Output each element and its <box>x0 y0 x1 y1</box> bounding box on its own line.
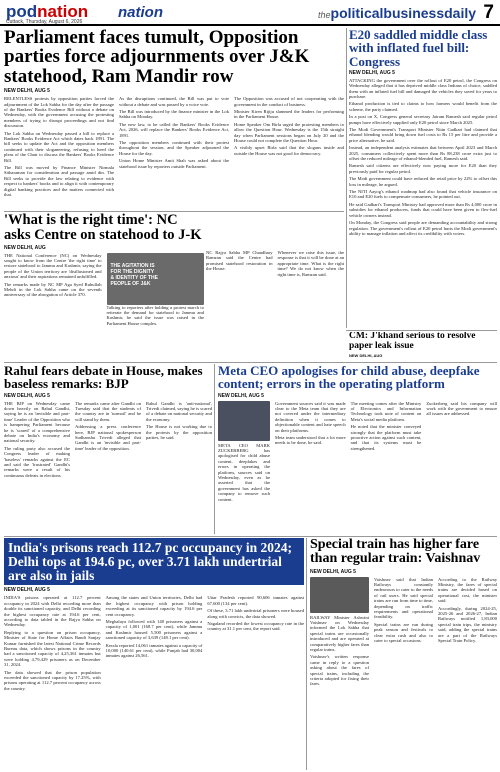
minister-photo <box>310 577 369 613</box>
protest-banner: THE AGITATION IS FOR THE DIGNITY & IDENTITY OF THE PEOPLE OF J&K <box>110 262 158 287</box>
article-column: INDIA'S prisons operated at 112.7 percent occupancy in 2024 with Delhi recording more than double its sanctioned capacity, and Delhi recording the highest occupancy rate at 194.6 per cent, according to data tabled in the Rajya Sabha on Wednesday. Replying to a question on prison occupancy, Minister of State for Home Affairs Bandi Sanjay Kumar furnished the latest National Crime Records Bureau data, which shows prisons in the country had a sanctioned capacity of 4,25,361 inmates but were holding 4,79,429 prisoners as on December 31, 2024. The data showed that the prison population exceeded the sanctioned capacity by 17.25%, with prisons operating at 112.7 percent occupancy across the country. <box>4 595 101 691</box>
article-column: Among the states and Union territories, Delhi had the highest occupancy with prison holding exceeding at its sanctioned capacity by 194.6 per cent occupancy. Meghalaya followed with 148 prisoners against a capacity of 1,001 (168.7 per cent), while Jammu and Kashmir housed 5,500 prisoners against a sanctioned capacity of 3,639 (148.1 per cent). Kerala reported 14,061 inmates against a capacity of 10,000 (140.61 per cent), while Punjab had 30,004 inmates against 26,561. <box>105 595 203 659</box>
newspaper-logo: podnation <box>6 2 89 21</box>
section-divider <box>346 330 497 331</box>
article-column: THE AGITATION IS FOR THE DIGNITY & IDENTITY OF THE PEOPLE OF J&K Talking to reporters after holding a protest march to reiterate the demand for statehood to Jammu and Kashmir, he said the issue was raised in the Parliament House complex. <box>107 253 205 361</box>
article-statehood <box>4 213 204 361</box>
article-parliament <box>4 28 344 210</box>
article-dateline: NEW DELHI, AUG 5 <box>4 88 50 95</box>
article-headline: Rahul fears debate in House, makes baseless remarks: BJP <box>4 364 203 392</box>
meta-ceo-photo <box>218 401 270 441</box>
article-meta <box>218 364 497 534</box>
article-headline: Meta CEO apologises for child abuse, deepfake content; errors in the operating platform <box>218 364 480 392</box>
article-column: Government sources said it was made clear to the Meta team that they are not covered under the intermediary definition when it comes to objectionable content and hate speech on their platforms. Meta team understood that a lot more needs to be done, he said. <box>275 400 346 446</box>
article-column: NC Rajya Sabha MP Chaudhary Ramzan said the Centre had promised statehood restoration in the House. <box>206 250 273 272</box>
article-fuel <box>349 28 497 328</box>
article-rail <box>310 538 497 770</box>
article-column: ATTACKING the government over the rollout of E20 petrol, the Congress on Wednesday alleged that it has deprived middle class Indians of choice, saddled them with an inflated fuel bill and damaged the vehicles they saved for years to purchase. Ethanol production is tied to claims to how farmers would benefit from the scheme, the party claimed. In a post on X, Congress general secretary Jairam Ramesh said regular petrol pumps have effectively supplied only E20 petrol since March 2025. The Modi Government's Transport Minister Nitin Gadkari had claimed that ethanol blending would bring down fuel costs to Rs 15 per litre and provide a price alternative, he said. Instead, an independent analysis estimates that between April 2023 and March 2025, consumers collectively spent more than Rs 88,238 crore extra just to offset the reduced mileage of ethanol-blended fuel, Ramesh said. Ramesh said citizens are effectively now paying more for E20 than they previously paid for regular petrol. The Modi government could have reduced the retail price by 22% to offset this loss in mileage, he argued. The NITI Aayog's ethanol roadmap had also found that vehicle insurance on E10 and E20 fuels to compensate consumers, he pointed out. He said Gadkari's Transport Ministry had approved more than Rs 4,000 crore in subsidies for ethanol producers, funds that could have been given to flex-fuel vehicle owners instead. On Monday, the Congress said people are demanding accountability and strong regulation. The government's rollout of E20 petrol hurts the Modi government's ability to manage inflation and affect its credibility with voters. <box>349 77 497 236</box>
article-column: Zuckerberg said his company will work with the government to ensure all issues are addressed. <box>426 400 497 417</box>
article-dateline: NEW DELHI, AUG <box>349 353 383 359</box>
article-gandhi <box>4 364 212 534</box>
article-headline: E20 saddled middle class with inflated fuel bill: Congress <box>349 28 488 69</box>
article-column: THE BJP on Wednesday came down heavily on Rahul Gandhi, saying he is an 'invisible and part-time' Leader of the Opposition who is hampering Parliament because he is 'scared' of a comprehensive debate on India's economy and national security. The ruling party also accused the Congress leader of making 'baseless' remarks against the EC and said the 'frustrated' Gandhi's remarks were a result of his continuous defeats in elections. <box>4 400 70 478</box>
article-column: META CEO MARK ZUCKERBERG has apologised for child abuse content, deepfakes and errors in operating the platform, sources said on Wednesday, even as he asserted that the government has asked the company to remove such content. <box>218 401 270 533</box>
article-column: According to the Railway Ministry, the fares of special trains are decided based on operational cost, the minister said. Accordingly, during 2024-25, 2025-26 and 2026-27, Indian Railways notified 1,83,000 special train trips, the ministry said, adding the special trains are a part of the Railways Special Train Policy. <box>438 576 497 643</box>
section-divider <box>4 362 497 363</box>
article-dateline: NEW DELHI, AUG <box>4 244 46 251</box>
article-column: RAILWAY Minister Ashwini Vaishnav on Wednesday informed the Lok Sabha that special trains are occasionally introduced and are operated at comparatively higher fares than regular trains. Vaishnav's written response came in reply to a question asking about the fares of special trains, including the criteria adopted for fixing their fares. <box>310 577 369 762</box>
page-header <box>0 0 500 26</box>
article-prisons <box>4 538 304 770</box>
article-dateline: NEW DELHI, AUG 5 <box>349 69 395 76</box>
section-title: nation <box>118 4 163 21</box>
article-dateline: NEW DELHI, AUG 5 <box>4 587 50 594</box>
article-headline: India's prisons reach 112.7 pc occupancy in 2024; Delhi tops at 194.6 pc, over 3.71 lakh undertrial are also in jails <box>8 540 293 583</box>
article-column: The meeting comes after the Ministry of Electronics and Information Technology took note of content on Meta's social media platform. He noted that the minister conveyed strongly that the platform must take proactive action against such content, and that its systems must be strengthened. <box>350 400 422 451</box>
article-dateline: NEW DELHI, AUG 5 <box>310 568 356 575</box>
section-divider <box>4 536 497 537</box>
article-headline: CM: J'khand serious to resolve paper leak issue <box>349 332 476 351</box>
article-column: Whenever we raise this issue, the response is that it will be done at an appropriate time. What is the right time? We do not know when the right time is, Ramzan said. <box>277 250 344 277</box>
article-column: THE National Conference (NC) on Wednesday sought to know from the Centre 'the right time' to restore statehood to Jammu and Kashmir, saying the people of the Union territory are 'disillusioned and anxious' and their aspirations remained unfulfilled. The remarks made by NC MP Aga Syed Ruhullah Mehdi in the Lok Sabha came on the seventh anniversary of the abrogation of Article 370. <box>4 252 102 298</box>
brand-name: thepoliticalbusinessdaily <box>318 5 477 21</box>
column-divider <box>346 28 347 328</box>
date-line: Cuttack, Thursday, August 6, 2026 <box>6 19 83 25</box>
section-divider <box>4 211 344 212</box>
article-column: The Opposition was accused of not cooperating with the government in the conduct of business. Minister Kiren Rijiju slammed the leaders for performing in the Parliament House. Home Speaker Om Birla urged the protesting members to allow the Question Hour. Wednesday is the 15th straight day when Parliament sessions began on July 20 and the House could not complete the Question Hour. A visibly upset Birla said that the slogans inside and outside the House was not good for democracy. <box>234 96 344 156</box>
article-column: RELENTLESS protests by opposition parties forced the adjournment of the Lok Sabha for the day after the passage of the Bankers' Books Evidence Bill without a debate on Wednesday, with the government accusing the protesting members of trying to disrupt proceedings and not find discussion. The Lok Sabha on Wednesday passed a bill to replace a Bankers' Books Evidence Act which dates back 1891. The bill seeks to update the Act and the opposition members continued with their sloganeering, refusing to heed the pleas of the Chair to discuss the Bankers' Books Evidence Bill. The Bill was moved by Finance Minister Nirmala Sitharaman for consideration and passage amid din. The Bill seeks to provide the law relating to evidence with respect to bankers' books and to align it with contemporary digital banking practices and the matters connected with that. <box>4 96 114 198</box>
article-column: Uttar Pradesh reported 90,606 inmates against 67,600 (134 per cent). Of these, 3.71 lakh undertrial prisoners were housed along with convicts, the data showed. Nagaland recorded the lowest occupancy rate in the country at 31.1 per cent, the report said. <box>207 595 304 632</box>
article-column: The remarks came after Gandhi on Tuesday said that the students of the country are in 'turmoil' and he will stand by them. Addressing a press conference here, BJP national spokesperson Sudhanshu Trivedi alleged that Gandhi is an 'invisible and part-time' leader of the opposition. <box>75 400 141 451</box>
protest-photo <box>107 253 205 305</box>
column-divider <box>214 364 215 534</box>
article-jharkhand <box>349 332 497 361</box>
headline-banner <box>4 538 304 585</box>
article-column: As the disruptions continued, the Bill was put to vote without a debate and was passed by a voice vote. The Bill was introduced by the finance minister in the Lok Sabha on Monday. The new law, to be called the Bankers' Books Evidence Act, 2026, will replace the Bankers' Books Evidence Act, 1891. The opposition members continued with their protest throughout the session, and the Speaker adjourned the House for the day. Union Home Minister Amit Shah was asked about the statehood issue by reporters outside Parliament. <box>119 96 229 169</box>
page-number: 7 <box>483 2 494 23</box>
article-column: Rahul Gandhi is 'anti-national', Trivedi claimed, saying he is scared of a debate on national security and the economy. The House is not working due to the protests by the opposition parties, he said. <box>146 400 212 440</box>
article-column: Vaishnav said that Indian Railways constantly endeavours to cater to the needs of rail users. He said special trains are run from time to time, depending on traffic requirements and operational feasibility. Special trains are run during peak season and festivals to clear extra rush and also to cater to special occasions. <box>374 576 433 643</box>
article-jharkhand-placeholder <box>206 213 344 249</box>
article-headline: 'What is the right time': NC asks Centre on statehood to J-K <box>4 213 202 243</box>
column-divider <box>306 538 307 770</box>
article-headline: Parliament faces tumult, Opposition parties force adjournments over J&K statehood, Ram Mandir row <box>4 28 310 87</box>
article-dateline: NEW DELHI, AUG 5 <box>4 392 50 399</box>
article-dateline: NEW DELHI, AUG 5 <box>218 392 264 399</box>
article-headline: Special train has higher fare than regular train: Vaishnav <box>310 538 481 567</box>
article-statehood-continued <box>206 250 344 360</box>
